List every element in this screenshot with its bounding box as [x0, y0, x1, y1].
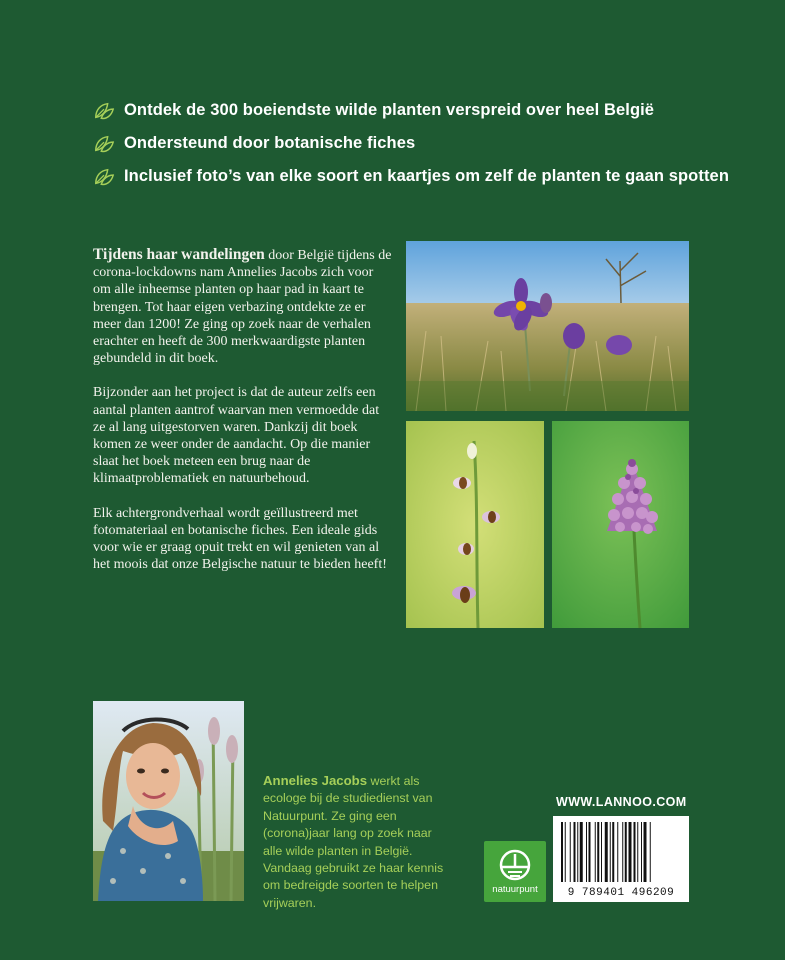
description-paragraph: Bijzonder aan het project is dat de auteur zelfs een aantal planten aantrof waarvan men vermoedde dat ze al lang uitgestorven waren. Dankzij dit boek komen ze weer onder de aandacht. Op die manier slaat het boek meteen een brug naar de klimaatproblematiek en natuurbehoud. — [93, 385, 380, 487]
barcode-bar — [570, 822, 571, 882]
author-portrait-photo — [93, 701, 244, 901]
barcode-bar — [605, 822, 608, 882]
description-text — [93, 246, 393, 590]
feature-bullet — [93, 94, 733, 127]
barcode-bar — [634, 822, 636, 882]
natuurpunt-logo — [484, 841, 546, 902]
barcode-bar — [644, 822, 647, 882]
author-bio — [263, 772, 453, 912]
barcode-bar — [580, 822, 583, 882]
feature-bullet-text: Inclusief foto’s van elke soort en kaartjes om zelf de planten te gaan spotten — [124, 167, 729, 185]
barcode-bar — [577, 822, 578, 882]
barcode-bar — [612, 822, 614, 882]
barcode-bar — [565, 822, 566, 882]
barcode-bar — [586, 822, 587, 882]
leaf-icon — [93, 133, 115, 155]
barcode-bar — [650, 822, 651, 882]
feature-bullet — [93, 127, 733, 160]
barcode-bar — [595, 822, 596, 882]
barcode-bar — [622, 822, 623, 882]
natuurpunt-emblem-icon — [498, 848, 532, 882]
feature-bullet-list — [93, 94, 733, 193]
barcode-bar — [629, 822, 632, 882]
feature-bullet — [93, 160, 733, 193]
author-bio-text: werkt als ecologe bij de studiedienst van Natuurpunt. Ze ging een (corona)jaar lang op zoek naar alle wilde planten in België. Vandaag gebruikt ze haar kennis om bedreigde soorten te helpen vrijwaren. — [263, 774, 444, 910]
pyramidal-orchid-photo — [552, 421, 689, 628]
natuurpunt-logo-label: natuurpunt — [492, 884, 538, 895]
isbn-barcode — [553, 816, 689, 902]
barcode-bar — [617, 822, 618, 882]
barcode-bar — [597, 822, 599, 882]
isbn-digits: 9 789401 496209 — [567, 887, 675, 899]
description-paragraph-rest: door België tijdens de corona-lockdowns nam Annelies Jacobs zich voor om alle inheemse planten op haar pad in kaart te brengen. Tot haar eigen verbazing ontdekte ze er meer dan 1200! Ze ging op zoek naar de verhalen erachter en heeft de 300 merkwaardigste planten gebundeld in dit boek. — [93, 248, 392, 367]
description-paragraph: Elk achtergrondverhaal wordt geïllustreerd met fotomateriaal en botanische fiches. Een ideale gids voor wie er graag opuit trekt en wil genieten van al het moois dat onze Belgische natuur te bieden heeft! — [93, 505, 387, 573]
pasque-flower-photo — [406, 241, 689, 411]
description-paragraph — [93, 246, 393, 367]
feature-bullet-text: Ontdek de 300 boeiendste wilde planten verspreid over heel België — [124, 101, 655, 119]
feature-bullet-text: Ondersteund door botanische fiches — [124, 134, 416, 152]
description-lead: Tijdens haar wandelingen — [93, 246, 265, 263]
leaf-icon — [93, 100, 115, 122]
barcode-bar — [625, 822, 627, 882]
barcode-bar — [574, 822, 576, 882]
barcode-bar — [601, 822, 602, 882]
publisher-website[interactable]: WWW.LANNOO.COM — [556, 795, 687, 809]
barcode-bar — [641, 822, 642, 882]
barcode-bar — [561, 822, 563, 882]
bee-orchid-photo — [406, 421, 544, 628]
leaf-icon — [93, 166, 115, 188]
barcode-bar — [610, 822, 611, 882]
barcode-bar — [637, 822, 638, 882]
author-name: Annelies Jacobs — [263, 773, 368, 788]
barcode-bars — [553, 816, 689, 886]
barcode-bar — [589, 822, 591, 882]
